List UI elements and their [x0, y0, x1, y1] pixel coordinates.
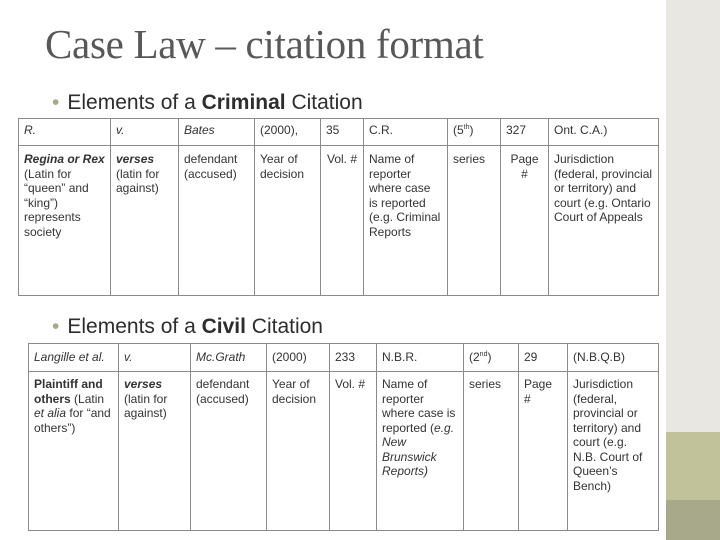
civil-head-text: Mc.Grath	[196, 350, 246, 364]
civil-head-text: (2	[469, 350, 480, 364]
bullet-criminal-text-bold: Criminal	[201, 91, 286, 114]
civil-head-row	[29, 344, 659, 372]
civil-body-text: (Latin	[70, 391, 105, 406]
bullet-criminal-text-post: Citation	[285, 91, 363, 114]
civil-head-cell: 29	[519, 344, 568, 372]
criminal-head-cell: (2000),	[255, 119, 321, 146]
criminal-head-cell	[111, 119, 179, 146]
civil-body-cell: Page #	[519, 372, 568, 531]
criminal-head-text: v.	[116, 123, 125, 137]
criminal-body-cell: series	[448, 146, 501, 296]
criminal-body-cell: Vol. #	[321, 146, 364, 296]
criminal-citation-table	[18, 118, 659, 296]
civil-head-cell: (2000)	[267, 344, 330, 372]
criminal-head-cell	[19, 119, 111, 146]
criminal-body-cell: Page #	[501, 146, 549, 296]
criminal-head-cell: 35	[321, 119, 364, 146]
criminal-body-text: (Latin for “queen” and “king”) represents society	[24, 166, 89, 239]
criminal-head-text: (5	[453, 123, 464, 137]
criminal-body-cell: defendant (accused)	[179, 146, 255, 296]
civil-body-text: e.g. New Brunswick Reports)	[382, 420, 455, 478]
bullet-civil-citation	[52, 315, 323, 339]
criminal-body-cell: Year of decision	[255, 146, 321, 296]
decorative-band-middle	[666, 432, 720, 500]
civil-body-cell	[29, 372, 119, 531]
bullet-civil-text-bold: Civil	[201, 315, 246, 338]
criminal-head-sup: th	[463, 124, 470, 131]
criminal-head-cell: C.R.	[364, 119, 448, 146]
civil-body-cell	[119, 372, 191, 531]
criminal-head-text: )	[469, 123, 474, 137]
bullet-civil-text-post: Citation	[245, 315, 323, 338]
civil-head-cell	[29, 344, 119, 372]
civil-head-text: v.	[124, 350, 133, 364]
criminal-body-row	[19, 146, 659, 296]
civil-body-cell	[377, 372, 464, 531]
civil-head-cell	[119, 344, 191, 372]
civil-body-text: Plaintiff and others	[34, 377, 103, 406]
criminal-body-text: Regina or Rex	[24, 152, 105, 166]
civil-head-sup: nd	[479, 351, 488, 358]
civil-body-row	[29, 372, 659, 531]
criminal-body-cell: Name of reporter where case is reported (e.g. Criminal Reports	[364, 146, 448, 296]
criminal-head-text: Bates	[184, 123, 215, 137]
civil-body-cell: series	[464, 372, 519, 531]
criminal-body-text: verses	[116, 152, 155, 166]
civil-body-cell: Year of decision	[267, 372, 330, 531]
criminal-head-cell: Ont. C.A.)	[549, 119, 659, 146]
criminal-body-cell: Jurisdiction (federal, provincial or territory) and court (e.g. Ontario Court of Appeals	[549, 146, 659, 296]
civil-body-text: verses	[124, 377, 163, 391]
criminal-body-cell	[111, 146, 179, 296]
criminal-head-row	[19, 119, 659, 146]
civil-head-cell: (N.B.Q.B)	[568, 344, 659, 372]
civil-head-cell	[191, 344, 267, 372]
criminal-head-cell	[448, 119, 501, 146]
civil-body-cell: Vol. #	[330, 372, 377, 531]
civil-body-text: et alia	[34, 406, 67, 420]
bullet-civil-text-pre: Elements of a	[67, 315, 202, 338]
civil-body-text: Name of reporter where case is reported (	[382, 377, 456, 435]
bullet-dot-icon: •	[52, 91, 60, 114]
civil-body-cell: Jurisdiction (federal, provincial or territory) and court (e.g. N.B. Court of Queen’s Bench)	[568, 372, 659, 531]
decorative-band-bottom	[666, 500, 720, 540]
civil-head-cell: 233	[330, 344, 377, 372]
criminal-body-cell	[19, 146, 111, 296]
criminal-head-cell	[179, 119, 255, 146]
bullet-criminal-citation	[52, 91, 363, 115]
slide-title: Case Law – citation format	[45, 21, 484, 67]
bullet-criminal-text-pre: Elements of a	[67, 91, 202, 114]
civil-body-text: (latin for against)	[124, 391, 168, 420]
civil-head-text: Langille et al.	[34, 350, 105, 364]
civil-body-cell: defendant (accused)	[191, 372, 267, 531]
civil-head-cell	[464, 344, 519, 372]
civil-head-cell: N.B.R.	[377, 344, 464, 372]
criminal-body-text: (latin for against)	[116, 166, 160, 195]
civil-citation-table	[28, 343, 659, 531]
civil-head-text: )	[487, 350, 492, 364]
decorative-band-top	[666, 0, 720, 432]
criminal-head-cell: 327	[501, 119, 549, 146]
civil-body-text: for “and others”)	[34, 406, 111, 435]
criminal-head-text: R.	[24, 123, 36, 137]
bullet-dot-icon: •	[52, 315, 60, 338]
